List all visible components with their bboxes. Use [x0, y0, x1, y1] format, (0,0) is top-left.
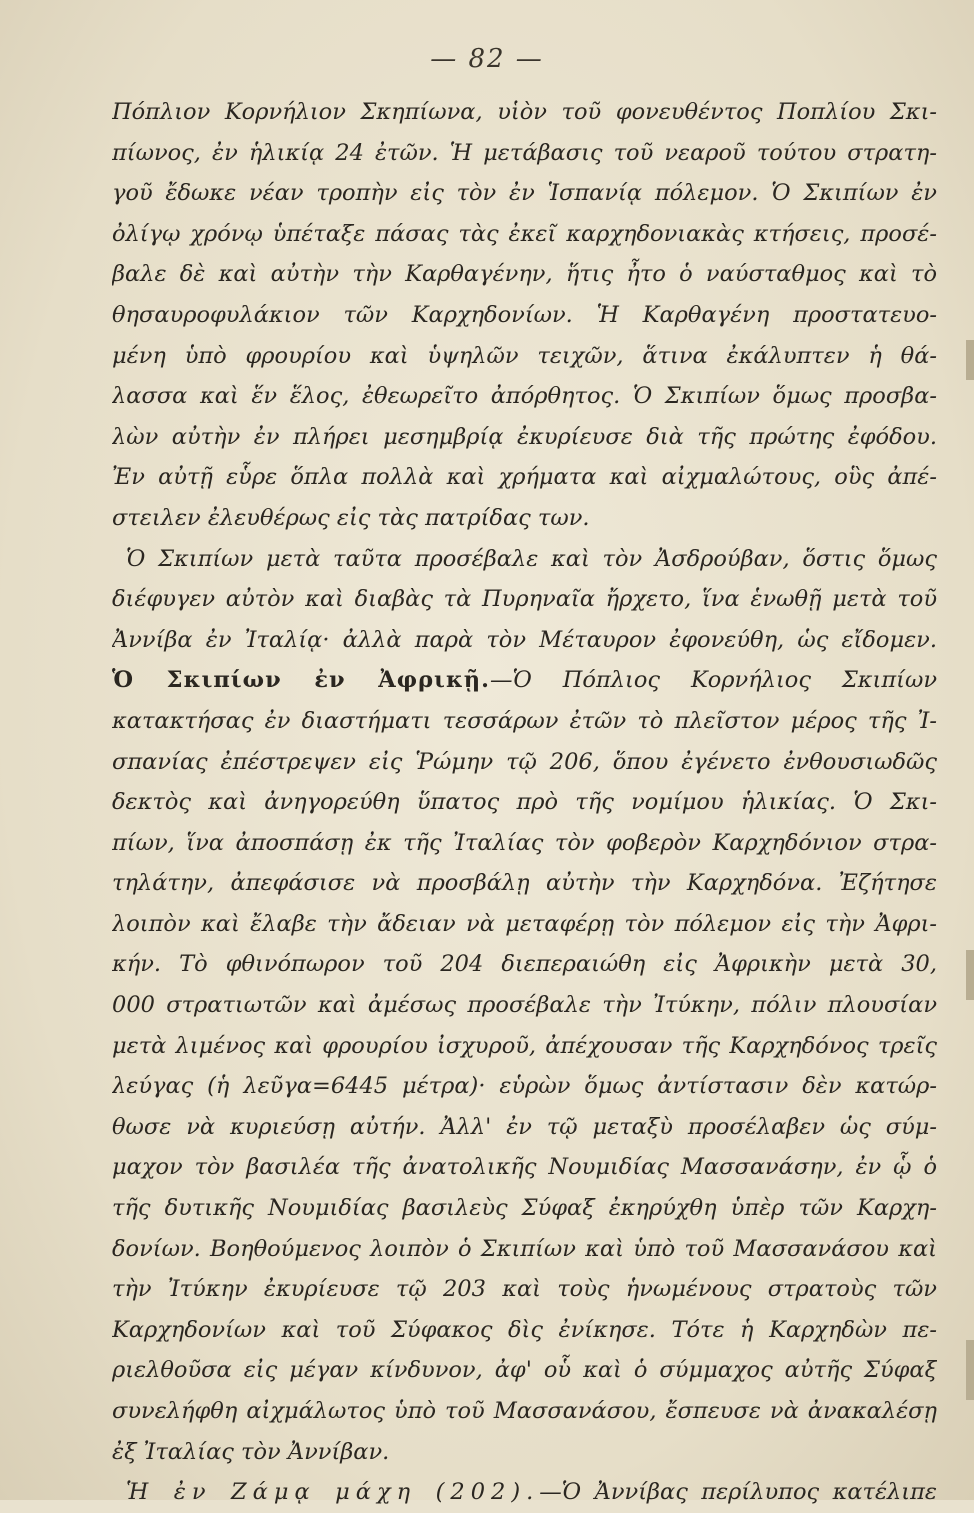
text-line: ριελθοῦσα εἰς μέγαν κίνδυνον, ἀφ' οὗ καὶ ὁ σύμμαχος αὐτῆς Σύφαξ	[112, 1357, 937, 1384]
section-heading-zama: Ἡ ἐν Ζάμᾳ μάχη (202).	[126, 1479, 540, 1506]
text-line: κήν. Τὸ φθινόπωρον τοῦ 204 διεπεραιώθη εἰς Ἀφρικὴν μετὰ 30,	[112, 951, 937, 978]
text-line: γοῦ ἔδωκε νέαν τροπὴν εἰς τὸν ἐν Ἱσπανίᾳ πόλεμον. Ὁ Σκιπίων ἐν	[112, 180, 937, 207]
text-line: πίωνος, ἐν ἡλικίᾳ 24 ἐτῶν. Ἡ μετάβασις τοῦ νεαροῦ τούτου στρατη-	[112, 139, 937, 166]
page-edge-mark	[966, 1340, 974, 1400]
text-line: Πόπλιον Κορνήλιον Σκηπίωνα, υἱὸν τοῦ φονευθέντος Ποπλίου Σκι-	[112, 99, 937, 125]
text-line: λὼν αὐτὴν ἐν πλήρει μεσημβρίᾳ ἐκυρίευσε διὰ τῆς πρώτης ἐφόδου.	[112, 423, 937, 450]
text-line: σπανίας ἐπέστρεψεν εἰς Ῥώμην τῷ 206, ὅπου ἐγένετο ἐνθουσιωδῶς	[112, 748, 937, 775]
text-line: Καρχηδονίων καὶ τοῦ Σύφακος δὶς ἐνίκησε. Τότε ἡ Καρχηδὼν πε-	[112, 1316, 937, 1343]
body-text	[112, 92, 937, 1513]
text-line: μένη ὑπὸ φρουρίου καὶ ὑψηλῶν τειχῶν, ἅτινα ἐκάλυπτεν ἡ θά-	[112, 342, 937, 369]
heading-line-rest: —Ὁ Πόπλιος Κορνήλιος Σκιπίων	[490, 667, 937, 694]
text-line: θησαυροφυλάκιον τῶν Καρχηδονίων. Ἡ Καρθαγένη προστατευο-	[112, 301, 937, 328]
section-heading-line	[112, 660, 937, 701]
page-edge-mark	[966, 950, 974, 1000]
text-line: ἐξ Ἰταλίας τὸν Ἀννίβαν.	[112, 1438, 390, 1465]
text-line: ὀλίγῳ χρόνῳ ὑπέταξε πάσας τὰς ἐκεῖ καρχηδονιακὰς κτήσεις, προσέ-	[112, 220, 937, 247]
text-line: θωσε νὰ κυριεύσῃ αὐτήν. Ἀλλ' ἐν τῷ μεταξὺ προσέλαβεν ὡς σύμ-	[112, 1113, 937, 1140]
text-line: λοιπὸν καὶ ἔλαβε τὴν ἄδειαν νὰ μεταφέρῃ τὸν πόλεμον εἰς τὴν Ἀφρι-	[112, 910, 937, 937]
text-line: πίων, ἵνα ἀποσπάσῃ ἐκ τῆς Ἰταλίας τὸν φοβερὸν Καρχηδόνιον στρα-	[112, 829, 937, 856]
text-line: βαλε δὲ καὶ αὐτὴν τὴν Καρθαγένην, ἥτις ἦτο ὁ ναύσταθμος καὶ τὸ	[112, 261, 937, 288]
text-line: διέφυγεν αὐτὸν καὶ διαβὰς τὰ Πυρηναῖα ἤρχετο, ἵνα ἑνωθῇ μετὰ τοῦ	[112, 586, 937, 613]
section-heading-africa: Ὁ Σκιπίων ἐν Ἀφρικῇ.	[112, 667, 491, 694]
text-line: λασσα καὶ ἕν ἕλος, ἐθεωρεῖτο ἀπόρθητος. Ὁ Σκιπίων ὅμως προσβα-	[112, 383, 937, 410]
text-line: Ἀννίβα ἐν Ἰταλίᾳ· ἀλλὰ παρὰ τὸν Μέταυρον ἐφονεύθη, ὡς εἴδομεν.	[112, 626, 937, 653]
heading-line-rest: —Ὁ Ἀννίβας περίλυπος κατέλιπε	[539, 1479, 937, 1506]
text-line: Ἐν αὐτῇ εὗρε ὅπλα πολλὰ καὶ χρήματα καὶ αἰχμαλώτους, οὓς ἀπέ-	[112, 464, 937, 491]
text-line: τηλάτην, ἀπεφάσισε νὰ προσβάλῃ αὐτὴν τὴν Καρχηδόνα. Ἐζήτησε	[112, 870, 937, 897]
text-line: μαχον τὸν βασιλέα τῆς ἀνατολικῆς Νουμιδίας Μασσανάσην, ἐν ᾧ ὁ	[112, 1154, 937, 1181]
text-line: συνελήφθη αἰχμάλωτος ὑπὸ τοῦ Μασσανάσου, ἔσπευσε νὰ ἀνακαλέσῃ	[112, 1398, 937, 1424]
text-line: Ὁ Σκιπίων μετὰ ταῦτα προσέβαλε καὶ τὸν Ἀσδρούβαν, ὅστις ὅμως	[126, 545, 937, 572]
page-number: — 82 —	[430, 44, 544, 74]
text-line: κατακτήσας ἐν διαστήματι τεσσάρων ἐτῶν τὸ πλεῖστον μέρος τῆς Ἰ-	[112, 707, 937, 734]
text-line: τὴν Ἰτύκην ἐκυρίευσε τῷ 203 καὶ τοὺς ἡνωμένους στρατοὺς τῶν	[112, 1276, 937, 1303]
section-heading-line	[112, 1472, 937, 1513]
text-line: λεύγας (ἡ λεῦγα=6445 μέτρα)· εὑρὼν ὅμως ἀντίστασιν δὲν κατώρ-	[112, 1073, 937, 1100]
page-edge-mark	[966, 340, 974, 380]
text-line: τῆς δυτικῆς Νουμιδίας βασιλεὺς Σύφαξ ἐκηρύχθη ὑπὲρ τῶν Καρχη-	[112, 1195, 937, 1222]
text-line: στειλεν ἐλευθέρως εἰς τὰς πατρίδας των.	[112, 504, 590, 531]
text-line: 000 στρατιωτῶν καὶ ἀμέσως προσέβαλε τὴν Ἰτύκην, πόλιν πλουσίαν	[112, 992, 937, 1019]
text-line: μετὰ λιμένος καὶ φρουρίου ἰσχυροῦ, ἀπέχουσαν τῆς Καρχηδόνος τρεῖς	[112, 1032, 937, 1059]
text-line: δεκτὸς καὶ ἀνηγορεύθη ὕπατος πρὸ τῆς νομίμου ἡλικίας. Ὁ Σκι-	[112, 789, 937, 816]
text-line: δονίων. Βοηθούμενος λοιπὸν ὁ Σκιπίων καὶ ὑπὸ τοῦ Μασσανάσου καὶ	[112, 1235, 937, 1262]
